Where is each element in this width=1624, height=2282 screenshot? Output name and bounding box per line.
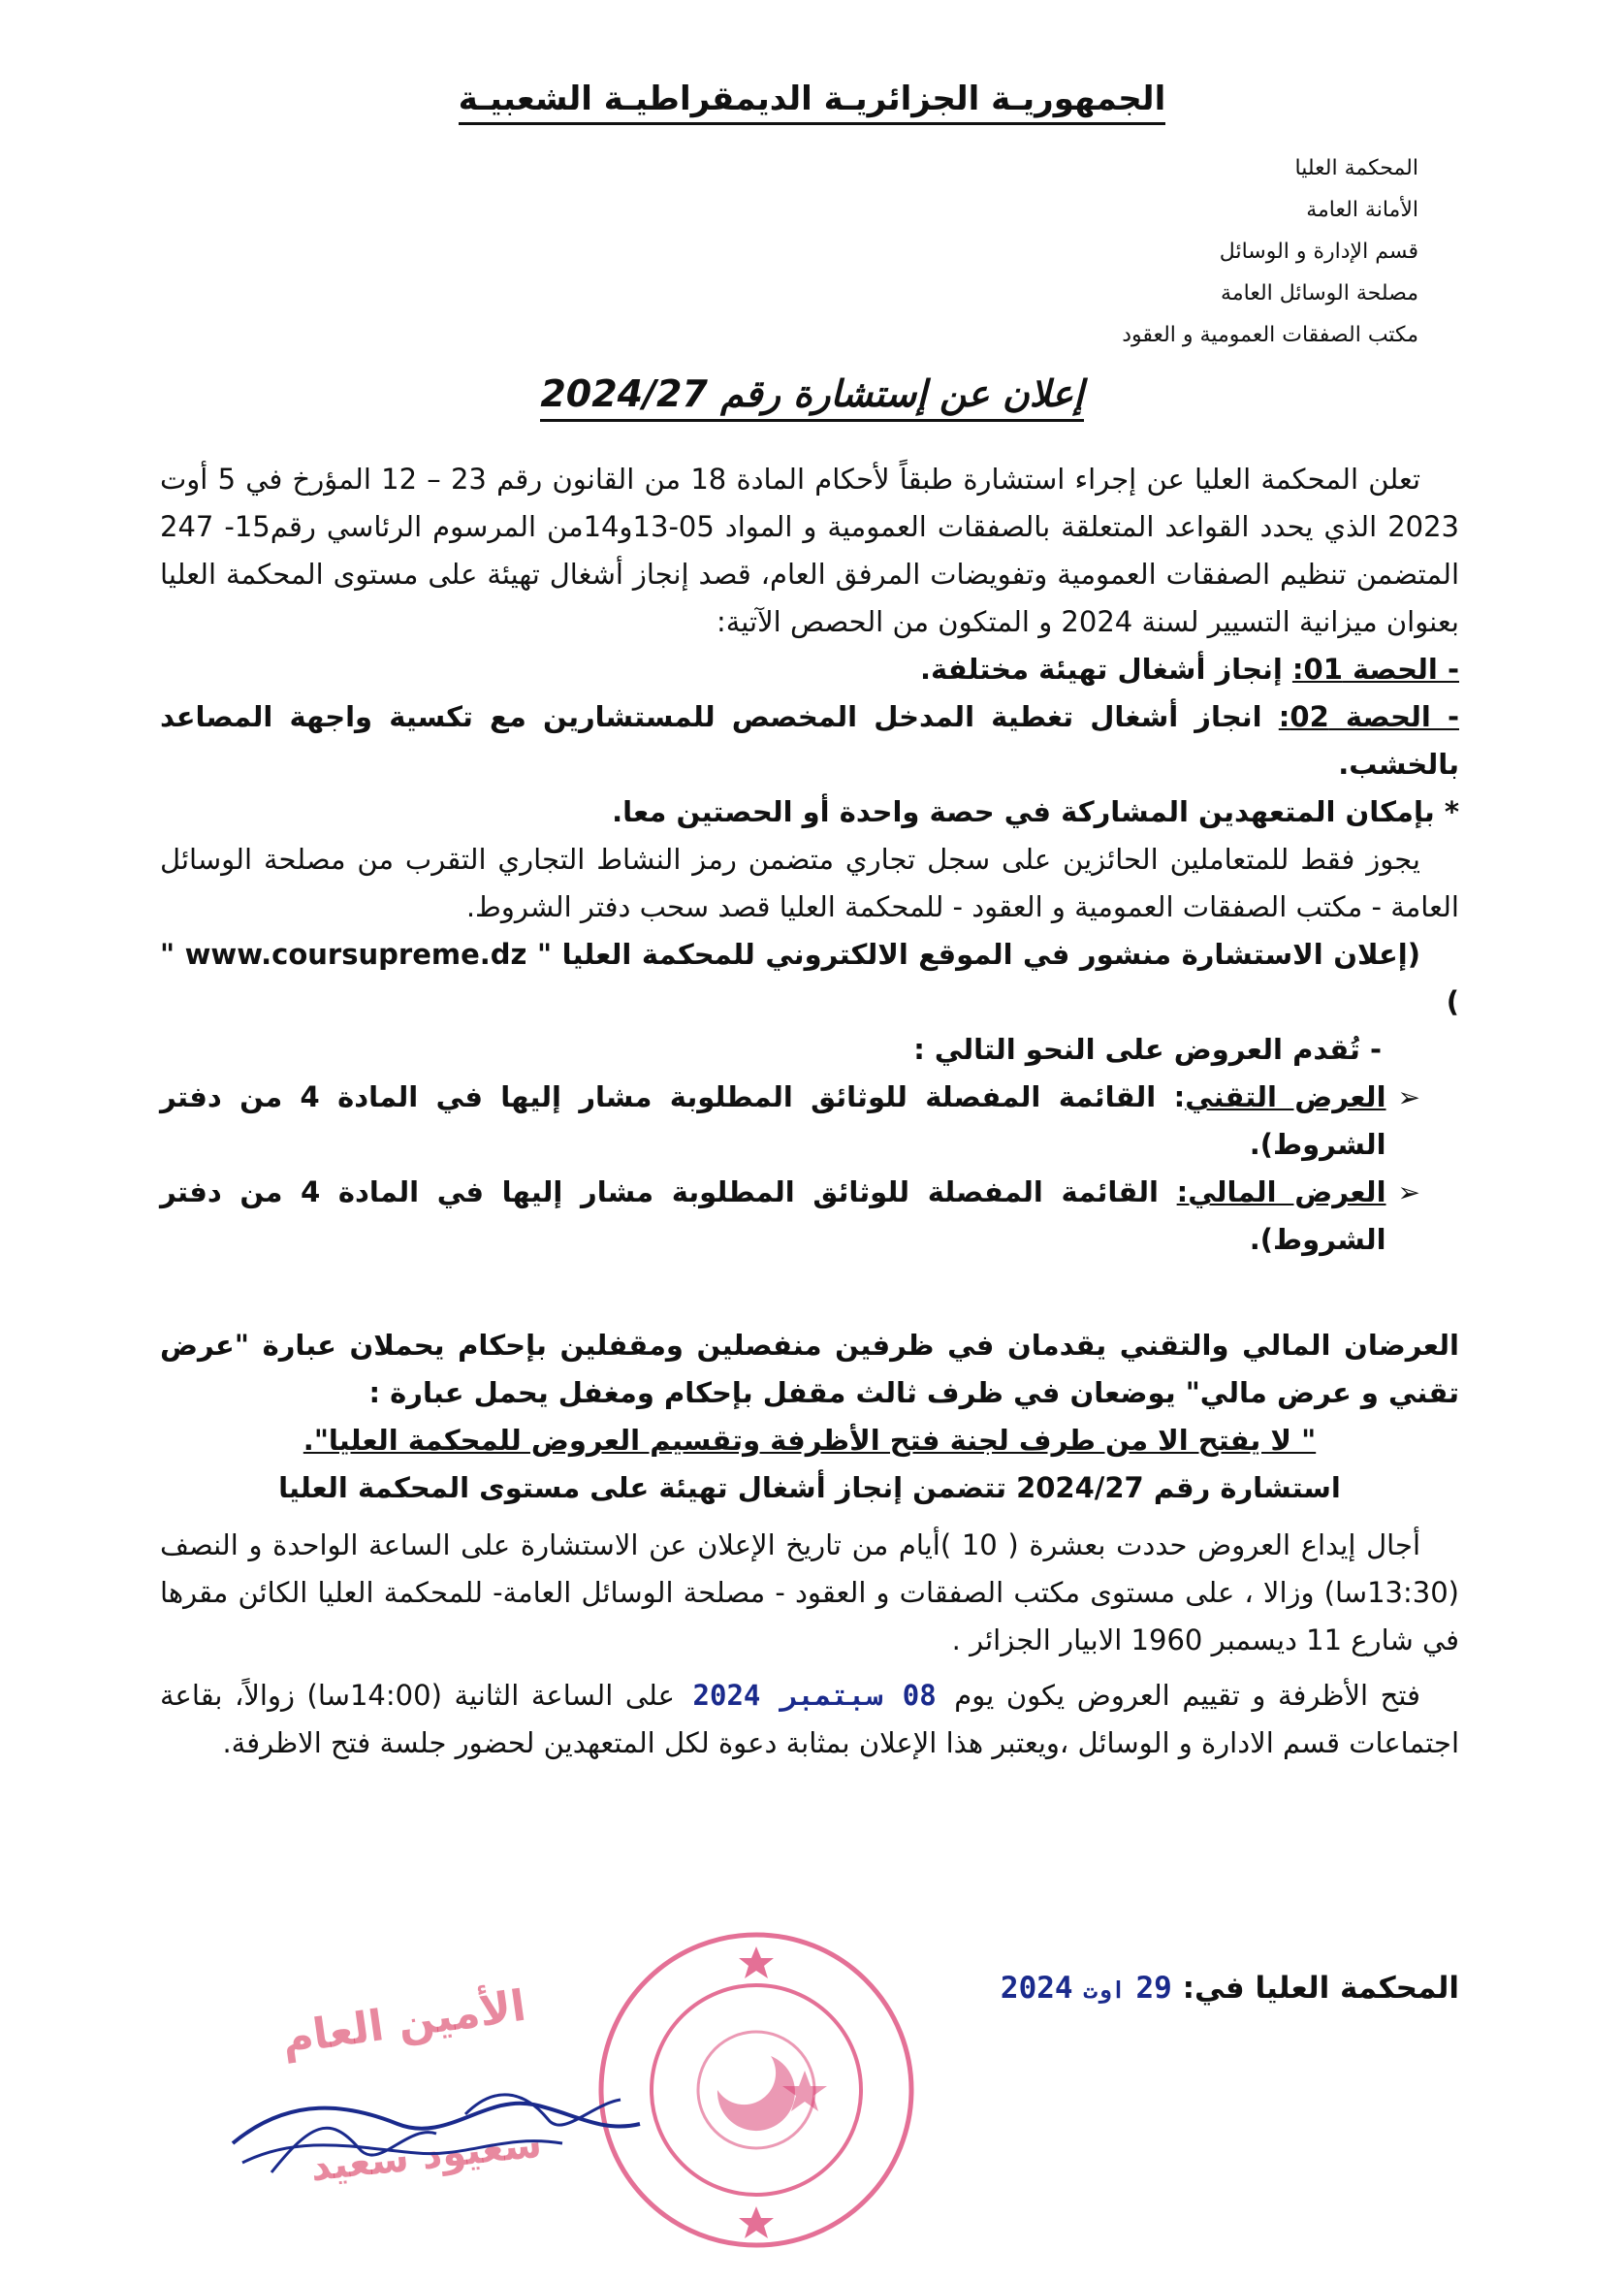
- offer-label: العرض المالي:: [1176, 1175, 1386, 1208]
- offer-text: القائمة المفصلة للوثائق المطلوبة مشار إليها في المادة 4 من دفتر الشروط).: [160, 1175, 1386, 1256]
- lot-text: إنجاز أشغال تهيئة مختلفة.: [920, 653, 1292, 686]
- date-stamp-month: اوت: [1083, 1977, 1126, 2004]
- eligibility-paragraph: يجوز فقط للمتعاملين الحائزين على سجل تجاري متضمن رمز النشاط التجاري التقرب من مصلحة الوسائل العامة - مكتب الصفقات العمومية و العقود - للمحكمة العليا قصد سحب دفتر الشروط.: [160, 843, 1459, 923]
- offer-item: [160, 1169, 1420, 1264]
- envelope-paragraph: العرضان المالي والتقني يقدمان في ظرفين منفصلين ومقفلين بإحكام يحملان عبارة "عرض تقني و عرض مالي" يوضعان في ظرف ثالث مقفل بإحكام ومغفل يحمل عبارة :: [160, 1329, 1459, 1409]
- org-line: المحكمة العليا: [1294, 156, 1418, 180]
- org-line: مكتب الصفقات العمومية و العقود: [1122, 323, 1418, 347]
- handwritten-signature-icon: [213, 1978, 659, 2221]
- republic-heading: الجمهوريـة الجزائريـة الديمقراطيـة الشعبيـة: [0, 80, 1624, 118]
- spacer: [160, 1264, 1459, 1322]
- check-arrow-icon: ➢: [1397, 1081, 1420, 1113]
- lot-text: انجاز أشغال تغطية المدخل المخصص للمستشارين مع تكسية واجهة المصاعد بالخشب.: [160, 700, 1459, 781]
- offer-label: العرض التقني: [1185, 1080, 1386, 1113]
- participation-note: * بإمكان المتعهدين المشاركة في حصة واحدة أو الحصتين معا.: [612, 795, 1459, 828]
- lot-label: - الحصة 01:: [1291, 653, 1459, 686]
- lot-item: [160, 646, 1459, 693]
- org-line: مصلحة الوسائل العامة: [1221, 281, 1418, 305]
- intro-paragraph: تعلن المحكمة العليا عن إجراء استشارة طبقاً لأحكام المادة 18 من القانون رقم 23 – 12 المؤرخ في 5 أوت 2023 الذي يحدد القواعد المتعلقة بالصفقات العمومية و المواد 05-13و14من المرسوم الرئاسي رقم15- 247 المتضمن تنظيم الصفقات العمومية وتفويضات المرفق العام، قصد إنجاز أشغال تهيئة على مستوى المحكمة العليا بعنوان ميزانية التسيير لسنة 2024 و المتكون من الحصص الآتية:: [160, 463, 1459, 638]
- envelope-label: " لا يفتح الا من طرف لجنة فتح الأظرفة وتقسيم العروض للمحكمة العليا".: [303, 1424, 1317, 1457]
- signature-name: سعيود سعيد: [308, 2121, 544, 2191]
- date-stamp-day: 29: [1135, 1971, 1172, 2006]
- offer-text: : القائمة المفصلة للوثائق المطلوبة مشار إليها في المادة 4 من دفتر الشروط).: [160, 1080, 1386, 1161]
- envelope-subject: استشارة رقم 2024/27 تتضمن إنجاز أشغال تهيئة على مستوى المحكمة العليا: [278, 1471, 1341, 1504]
- notice-title: إعلان عن إستشارة رقم 2024/27: [0, 372, 1624, 415]
- date-stamp-year: 2024: [1000, 1971, 1073, 2006]
- org-line: الأمانة العامة: [1306, 198, 1418, 222]
- signature-title: الأمين العام: [278, 1980, 529, 2065]
- opening-paragraph: فتح الأظرفة و تقييم العروض يكون يوم 08 سبتمبر 2024 على الساعة الثانية (14:00سا) زوالاً، بقاعة اجتماعات قسم الادارة و الوسائل ،ويعتبر هذا الإعلان بمثابة دعوة لكل المتعهدين لحضور جلسة فتح الاظرفة.: [160, 1679, 1459, 1759]
- website-line: (إعلان الاستشارة منشور في الموقع الالكتروني للمحكمة العليا " www.coursupreme.dz " ): [160, 938, 1459, 1018]
- org-line: قسم الإدارة و الوسائل: [1219, 240, 1418, 264]
- offer-item: [160, 1074, 1420, 1169]
- signature-date-line: المحكمة العليا في: 29 اوت 2024: [1000, 1971, 1459, 2006]
- check-arrow-icon: ➢: [1397, 1176, 1420, 1208]
- lot-label: - الحصة 02:: [1278, 700, 1459, 733]
- notice-body: [160, 456, 1459, 1767]
- date-stamp: 08 سبتمبر 2024: [692, 1679, 937, 1712]
- offers-heading: - تُقدم العروض على النحو التالي :: [913, 1033, 1382, 1066]
- organization-block: [1122, 147, 1418, 356]
- deadline-paragraph: أجال إيداع العروض حددت بعشرة ( 10 )أيام من تاريخ الإعلان عن الاستشارة على الساعة الواحدة و النصف (13:30سا) وزالا ، على مستوى مكتب الصفقات و العقود - مصلحة الوسائل العامة- للمحكمة العليا الكائن مقرها في شارع 11 ديسمبر 1960 الابيار الجزائر .: [160, 1528, 1459, 1656]
- lot-item: [160, 693, 1459, 788]
